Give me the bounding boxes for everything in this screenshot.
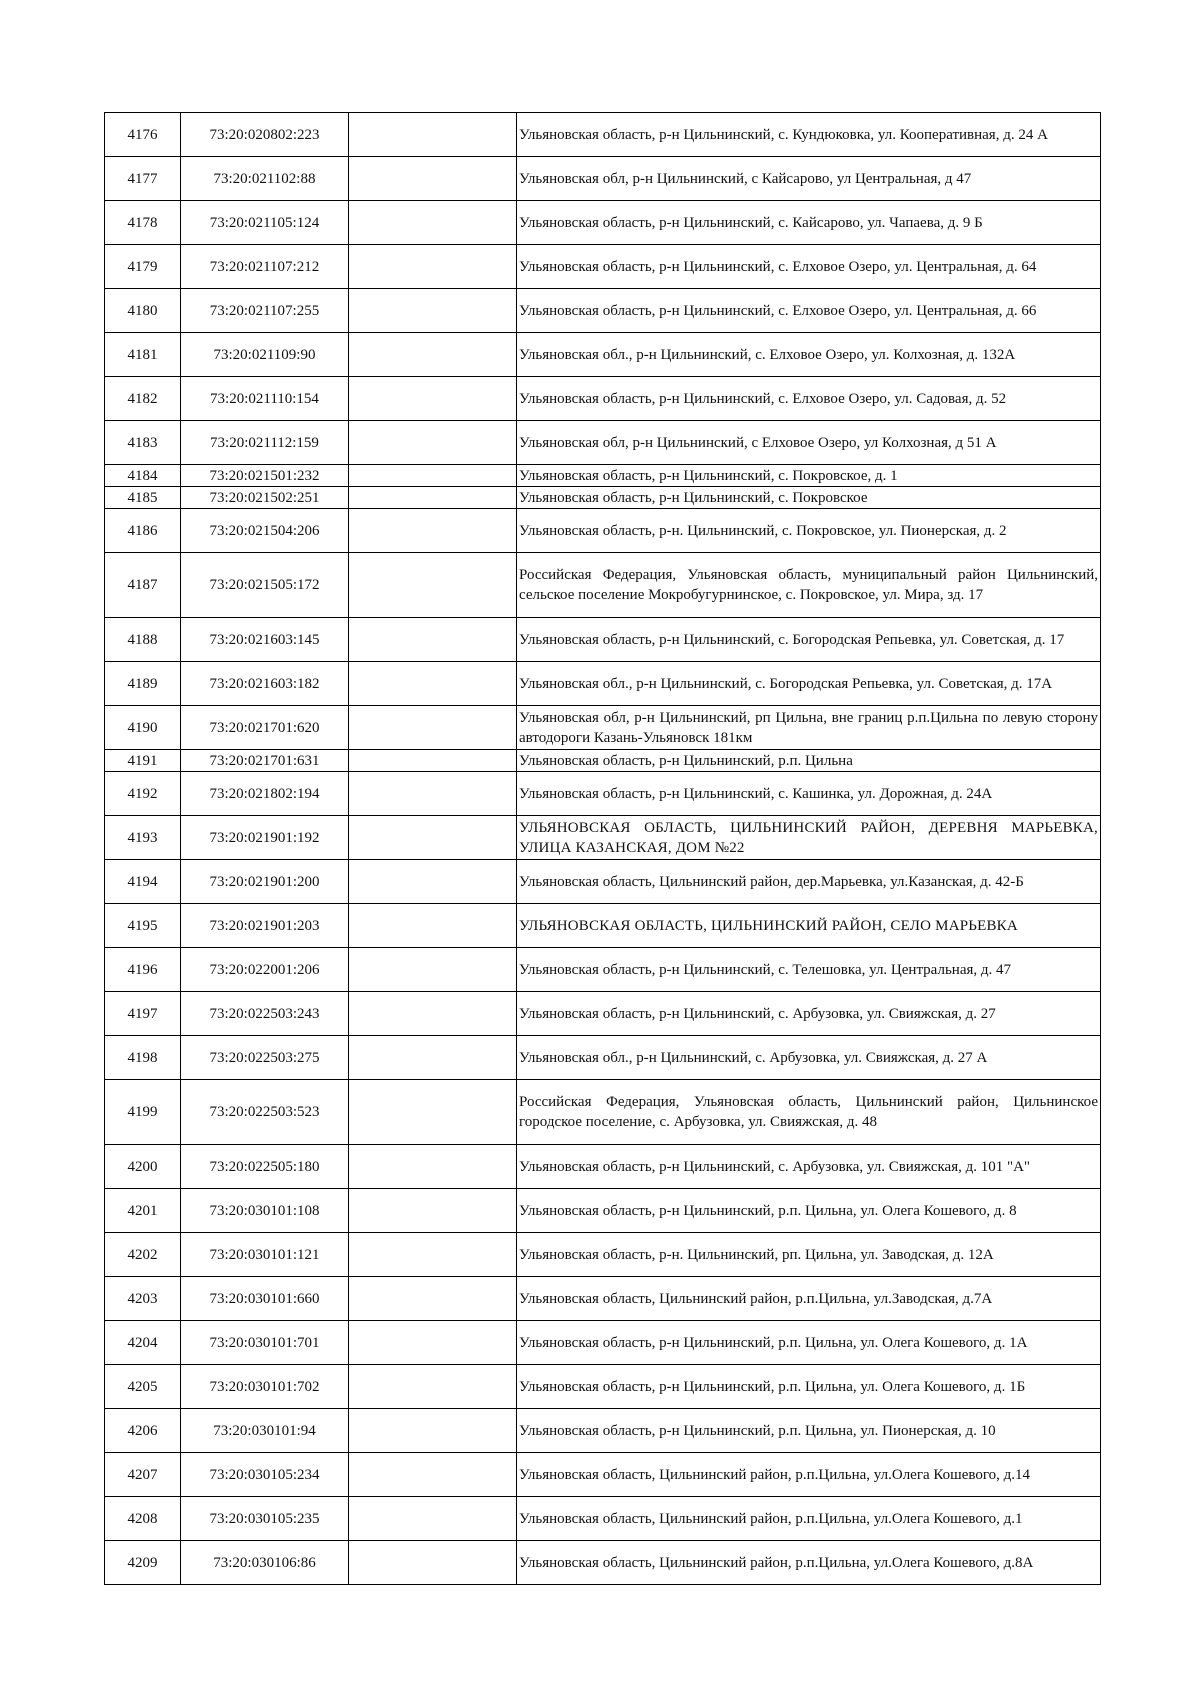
table-row [105, 816, 1101, 860]
cadastral-number: 73:20:030101:660 [181, 1277, 349, 1321]
cadastral-number: 73:20:021802:194 [181, 772, 349, 816]
address: Ульяновская область, р-н Цильнинский, р.п. Цильна, ул. Олега Кошевого, д. 8 [517, 1189, 1101, 1233]
empty-cell [349, 113, 517, 157]
address: УЛЬЯНОВСКАЯ ОБЛАСТЬ, ЦИЛЬНИНСКИЙ РАЙОН, ДЕРЕВНЯ МАРЬЕВКА, УЛИЦА КАЗАНСКАЯ, ДОМ №22 [517, 816, 1101, 860]
table-row [105, 1453, 1101, 1497]
cadastral-number: 73:20:021901:203 [181, 904, 349, 948]
empty-cell [349, 750, 517, 772]
empty-cell [349, 553, 517, 618]
table-row [105, 465, 1101, 487]
row-number: 4200 [105, 1145, 181, 1189]
row-number: 4177 [105, 157, 181, 201]
row-number: 4201 [105, 1189, 181, 1233]
table-row [105, 289, 1101, 333]
row-number: 4205 [105, 1365, 181, 1409]
cadastral-number: 73:20:021112:159 [181, 421, 349, 465]
empty-cell [349, 816, 517, 860]
cadastral-number: 73:20:030101:702 [181, 1365, 349, 1409]
address: УЛЬЯНОВСКАЯ ОБЛАСТЬ, ЦИЛЬНИНСКИЙ РАЙОН, СЕЛО МАРЬЕВКА [517, 904, 1101, 948]
empty-cell [349, 860, 517, 904]
empty-cell [349, 904, 517, 948]
empty-cell [349, 772, 517, 816]
table-row [105, 201, 1101, 245]
row-number: 4189 [105, 662, 181, 706]
row-number: 4195 [105, 904, 181, 948]
address: Ульяновская область, р-н Цильнинский, с. Покровское [517, 487, 1101, 509]
address: Ульяновская область, р-н Цильнинский, с. Покровское, д. 1 [517, 465, 1101, 487]
row-number: 4196 [105, 948, 181, 992]
address: Ульяновская область, р-н Цильнинский, с. Кашинка, ул. Дорожная, д. 24А [517, 772, 1101, 816]
table-row [105, 662, 1101, 706]
address: Ульяновская область, р-н. Цильнинский, рп. Цильна, ул. Заводская, д. 12А [517, 1233, 1101, 1277]
table-row [105, 992, 1101, 1036]
address: Российская Федерация, Ульяновская область, Цильнинский район, Цильнинское городское поселение, с. Арбузовка, ул. Свияжская, д. 48 [517, 1080, 1101, 1145]
address: Ульяновская обл, р-н Цильнинский, рп Цильна, вне границ р.п.Цильна по левую сторону автодороги Казань-Ульяновск 181км [517, 706, 1101, 750]
table-row [105, 860, 1101, 904]
cadastral-number: 73:20:030101:121 [181, 1233, 349, 1277]
row-number: 4206 [105, 1409, 181, 1453]
cadastral-number: 73:20:030101:94 [181, 1409, 349, 1453]
cadastral-number: 73:20:021109:90 [181, 333, 349, 377]
cadastral-number: 73:20:021701:620 [181, 706, 349, 750]
table-row [105, 706, 1101, 750]
table-row [105, 904, 1101, 948]
empty-cell [349, 245, 517, 289]
row-number: 4184 [105, 465, 181, 487]
address: Ульяновская обл., р-н Цильнинский, с. Арбузовка, ул. Свияжская, д. 27 А [517, 1036, 1101, 1080]
empty-cell [349, 1453, 517, 1497]
table-row [105, 1497, 1101, 1541]
address: Ульяновская область, р-н Цильнинский, р.п. Цильна [517, 750, 1101, 772]
empty-cell [349, 662, 517, 706]
row-number: 4199 [105, 1080, 181, 1145]
address: Ульяновская обл., р-н Цильнинский, с. Елховое Озеро, ул. Колхозная, д. 132А [517, 333, 1101, 377]
empty-cell [349, 421, 517, 465]
row-number: 4198 [105, 1036, 181, 1080]
address: Ульяновская обл, р-н Цильнинский, с Кайсарово, ул Центральная, д 47 [517, 157, 1101, 201]
row-number: 4191 [105, 750, 181, 772]
empty-cell [349, 1541, 517, 1585]
empty-cell [349, 992, 517, 1036]
cadastral-number: 73:20:021901:200 [181, 860, 349, 904]
cadastral-number: 73:20:022503:243 [181, 992, 349, 1036]
address: Ульяновская область, р-н Цильнинский, р.п. Цильна, ул. Олега Кошевого, д. 1Б [517, 1365, 1101, 1409]
cadastral-number: 73:20:021701:631 [181, 750, 349, 772]
row-number: 4208 [105, 1497, 181, 1541]
table-row [105, 1080, 1101, 1145]
cadastral-number: 73:20:021110:154 [181, 377, 349, 421]
table-row [105, 618, 1101, 662]
registry-table-body [105, 113, 1101, 1585]
cadastral-number: 73:20:021502:251 [181, 487, 349, 509]
table-row [105, 553, 1101, 618]
address: Ульяновская область, р-н Цильнинский, с. Кундюковка, ул. Кооперативная, д. 24 А [517, 113, 1101, 157]
cadastral-number: 73:20:030105:234 [181, 1453, 349, 1497]
row-number: 4207 [105, 1453, 181, 1497]
empty-cell [349, 706, 517, 750]
address: Ульяновская область, р-н Цильнинский, с. Богородская Репьевка, ул. Советская, д. 17 [517, 618, 1101, 662]
registry-table [104, 112, 1101, 1585]
row-number: 4202 [105, 1233, 181, 1277]
table-row [105, 772, 1101, 816]
cadastral-number: 73:20:021504:206 [181, 509, 349, 553]
address: Ульяновская область, Цильнинский район, р.п.Цильна, ул.Олега Кошевого, д.14 [517, 1453, 1101, 1497]
empty-cell [349, 1145, 517, 1189]
address: Ульяновская область, р-н Цильнинский, с. Елховое Озеро, ул. Центральная, д. 64 [517, 245, 1101, 289]
empty-cell [349, 1036, 517, 1080]
cadastral-number: 73:20:021501:232 [181, 465, 349, 487]
address: Ульяновская область, Цильнинский район, р.п.Цильна, ул.Заводская, д.7А [517, 1277, 1101, 1321]
cadastral-number: 73:20:021603:182 [181, 662, 349, 706]
table-row [105, 1189, 1101, 1233]
table-row [105, 157, 1101, 201]
cadastral-number: 73:20:022001:206 [181, 948, 349, 992]
table-row [105, 1036, 1101, 1080]
table-row [105, 948, 1101, 992]
empty-cell [349, 509, 517, 553]
empty-cell [349, 618, 517, 662]
table-row [105, 245, 1101, 289]
row-number: 4187 [105, 553, 181, 618]
address: Ульяновская область, р-н Цильнинский, р.п. Цильна, ул. Олега Кошевого, д. 1А [517, 1321, 1101, 1365]
empty-cell [349, 1409, 517, 1453]
table-row [105, 113, 1101, 157]
empty-cell [349, 1189, 517, 1233]
empty-cell [349, 1277, 517, 1321]
address: Ульяновская область, р-н Цильнинский, р.п. Цильна, ул. Пионерская, д. 10 [517, 1409, 1101, 1453]
address: Ульяновская область, р-н Цильнинский, с. Елховое Озеро, ул. Центральная, д. 66 [517, 289, 1101, 333]
address: Ульяновская область, Цильнинский район, р.п.Цильна, ул.Олега Кошевого, д.8А [517, 1541, 1101, 1585]
row-number: 4188 [105, 618, 181, 662]
address: Ульяновская область, р-н Цильнинский, с. Телешовка, ул. Центральная, д. 47 [517, 948, 1101, 992]
table-row [105, 377, 1101, 421]
cadastral-number: 73:20:021107:255 [181, 289, 349, 333]
empty-cell [349, 377, 517, 421]
table-row [105, 750, 1101, 772]
empty-cell [349, 948, 517, 992]
table-row [105, 487, 1101, 509]
empty-cell [349, 289, 517, 333]
table-row [105, 1233, 1101, 1277]
row-number: 4197 [105, 992, 181, 1036]
cadastral-number: 73:20:021901:192 [181, 816, 349, 860]
empty-cell [349, 1365, 517, 1409]
row-number: 4186 [105, 509, 181, 553]
cadastral-number: 73:20:030101:108 [181, 1189, 349, 1233]
row-number: 4181 [105, 333, 181, 377]
row-number: 4192 [105, 772, 181, 816]
cadastral-number: 73:20:021107:212 [181, 245, 349, 289]
cadastral-number: 73:20:030105:235 [181, 1497, 349, 1541]
cadastral-number: 73:20:022505:180 [181, 1145, 349, 1189]
address: Ульяновская обл, р-н Цильнинский, с Елховое Озеро, ул Колхозная, д 51 А [517, 421, 1101, 465]
table-row [105, 1277, 1101, 1321]
empty-cell [349, 157, 517, 201]
row-number: 4178 [105, 201, 181, 245]
address: Ульяновская область, р-н Цильнинский, с. Арбузовка, ул. Свияжская, д. 27 [517, 992, 1101, 1036]
table-row [105, 421, 1101, 465]
address: Ульяновская обл., р-н Цильнинский, с. Богородская Репьевка, ул. Советская, д. 17А [517, 662, 1101, 706]
table-row [105, 509, 1101, 553]
address: Ульяновская область, Цильнинский район, р.п.Цильна, ул.Олега Кошевого, д.1 [517, 1497, 1101, 1541]
empty-cell [349, 333, 517, 377]
table-row [105, 1365, 1101, 1409]
row-number: 4204 [105, 1321, 181, 1365]
cadastral-number: 73:20:021505:172 [181, 553, 349, 618]
address: Ульяновская область, р-н Цильнинский, с. Елховое Озеро, ул. Садовая, д. 52 [517, 377, 1101, 421]
address: Ульяновская область, р-н Цильнинский, с. Кайсарово, ул. Чапаева, д. 9 Б [517, 201, 1101, 245]
empty-cell [349, 201, 517, 245]
empty-cell [349, 1497, 517, 1541]
row-number: 4179 [105, 245, 181, 289]
row-number: 4194 [105, 860, 181, 904]
cadastral-number: 73:20:020802:223 [181, 113, 349, 157]
cadastral-number: 73:20:022503:523 [181, 1080, 349, 1145]
address: Ульяновская область, р-н. Цильнинский, с. Покровское, ул. Пионерская, д. 2 [517, 509, 1101, 553]
table-row [105, 333, 1101, 377]
address: Ульяновская область, р-н Цильнинский, с. Арбузовка, ул. Свияжская, д. 101 "А" [517, 1145, 1101, 1189]
address: Ульяновская область, Цильнинский район, дер.Марьевка, ул.Казанская, д. 42-Б [517, 860, 1101, 904]
cadastral-number: 73:20:030101:701 [181, 1321, 349, 1365]
row-number: 4185 [105, 487, 181, 509]
row-number: 4193 [105, 816, 181, 860]
row-number: 4190 [105, 706, 181, 750]
table-row [105, 1145, 1101, 1189]
table-row [105, 1409, 1101, 1453]
empty-cell [349, 1233, 517, 1277]
table-row [105, 1541, 1101, 1585]
cadastral-number: 73:20:030106:86 [181, 1541, 349, 1585]
cadastral-number: 73:20:021105:124 [181, 201, 349, 245]
table-row [105, 1321, 1101, 1365]
row-number: 4182 [105, 377, 181, 421]
empty-cell [349, 1321, 517, 1365]
address: Российская Федерация, Ульяновская область, муниципальный район Цильнинский, сельское поселение Мокробугурнинское, с. Покровское, ул. Мира, зд. 17 [517, 553, 1101, 618]
row-number: 4209 [105, 1541, 181, 1585]
row-number: 4183 [105, 421, 181, 465]
cadastral-number: 73:20:021102:88 [181, 157, 349, 201]
cadastral-number: 73:20:022503:275 [181, 1036, 349, 1080]
empty-cell [349, 1080, 517, 1145]
row-number: 4203 [105, 1277, 181, 1321]
row-number: 4180 [105, 289, 181, 333]
empty-cell [349, 465, 517, 487]
row-number: 4176 [105, 113, 181, 157]
cadastral-number: 73:20:021603:145 [181, 618, 349, 662]
empty-cell [349, 487, 517, 509]
